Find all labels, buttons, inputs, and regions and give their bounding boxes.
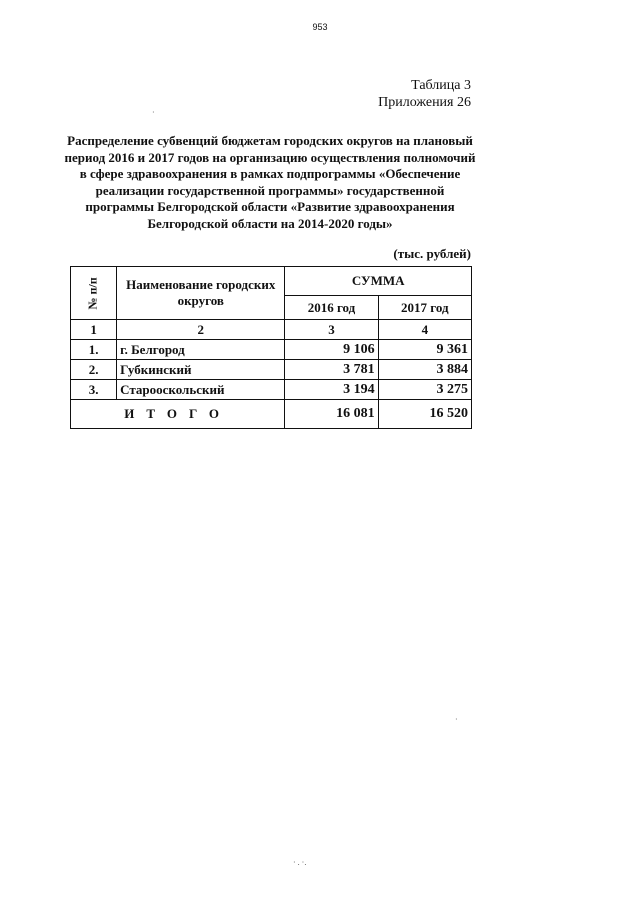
scan-speck: · [455, 715, 458, 724]
index-cell: 3 [285, 320, 378, 340]
row-value-2016: 3 194 [285, 380, 378, 400]
total-value-2017: 16 520 [378, 400, 471, 429]
scan-speck: · [152, 108, 155, 117]
row-name: г. Белгород [117, 340, 285, 360]
header-sum: СУММА [285, 267, 472, 296]
row-value-2017: 3 884 [378, 360, 471, 380]
table-reference [378, 77, 471, 111]
total-value-2016: 16 081 [285, 400, 378, 429]
total-label: ИТОГО [71, 400, 285, 429]
row-num: 1. [71, 340, 117, 360]
index-cell: 2 [117, 320, 285, 340]
row-value-2017: 9 361 [378, 340, 471, 360]
header-year-2017: 2017 год [378, 296, 471, 320]
table-row [71, 380, 472, 400]
row-name: Губкинский [117, 360, 285, 380]
table-ref-line2: Приложения 26 [378, 95, 471, 110]
index-cell: 1 [71, 320, 117, 340]
table-ref-line1: Таблица 3 [411, 78, 471, 93]
header-name: Наименование городских округов [117, 267, 285, 320]
scan-speck: · . ·. [293, 858, 307, 867]
page-number: 953 [312, 22, 328, 32]
index-cell: 4 [378, 320, 471, 340]
header-year-2016: 2016 год [285, 296, 378, 320]
row-num: 2. [71, 360, 117, 380]
row-value-2017: 3 275 [378, 380, 471, 400]
budget-table [70, 266, 472, 429]
index-row [71, 320, 472, 340]
document-title: Распределение субвенций бюджетам городских округов на плановый период 2016 и 2017 годов на организацию осуществления полномочий в сфере здравоохранения в рамках подпрограммы «Обеспечение реализации государственной программы» государственной программы Белгородской области «Развитие здравоохранения Белгородской области на 2014-2020 годы» [64, 133, 476, 231]
row-value-2016: 9 106 [285, 340, 378, 360]
table-row [71, 340, 472, 360]
row-num: 3. [71, 380, 117, 400]
row-name: Старооскольский [117, 380, 285, 400]
total-row [71, 400, 472, 429]
header-num: № п/п [71, 267, 117, 320]
table-row [71, 360, 472, 380]
units-label: (тыс. рублей) [393, 246, 471, 261]
row-value-2016: 3 781 [285, 360, 378, 380]
table-header-row [71, 267, 472, 296]
